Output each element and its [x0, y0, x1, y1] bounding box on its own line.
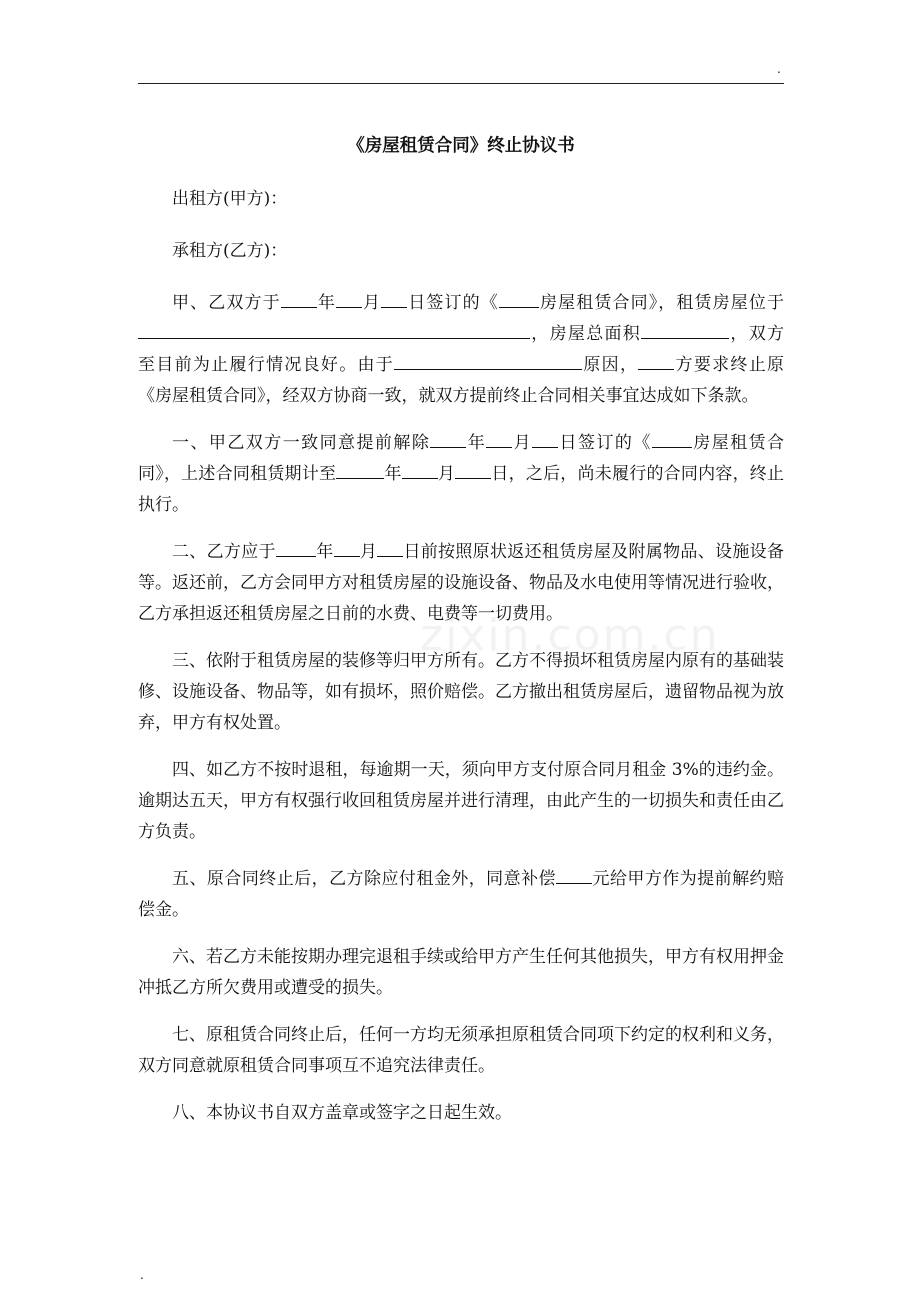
blank-day: [532, 430, 558, 448]
blank-month: [334, 539, 360, 557]
intro-paragraph: 甲、乙双方于 年 月 日签订的《 房屋租赁合同》，租赁房屋位于，房屋总面积 ，双方至目前为止履行情况良好。由于 原因， 方要求终止原《房屋租赁合同》，经双方协商一致，就双方提前终止合同相关事宜达成如下条款。: [138, 288, 784, 412]
blank-year: [336, 461, 384, 479]
document-body: [138, 184, 784, 1145]
blank-month: [336, 290, 362, 308]
clause-4: 四、如乙方不按时退租，每逾期一天，须向甲方支付原合同月租金 3%的违约金。逾期达五天，甲方有权强行收回租赁房屋并进行清理，由此产生的一切损失和责任由乙方负责。: [138, 760, 784, 842]
document-title: 《房屋租赁合同》终止协议书: [347, 136, 575, 156]
clause-6: 六、若乙方未能按期办理完退租手续或给甲方产生任何其他损失，甲方有权用押金冲抵乙方所欠费用或遭受的损失。: [138, 947, 784, 998]
blank-reason: [394, 352, 582, 370]
blank-year: [430, 430, 466, 448]
blank-year: [281, 290, 317, 308]
blank-day: [377, 539, 403, 557]
footer-mark: .: [140, 1268, 144, 1282]
blank-month: [402, 461, 438, 479]
clause-3: 三、依附于租赁房屋的装修等归甲方所有。乙方不得损坏租赁房屋内原有的基础装修、设施设备、物品等，如有损坏，照价赔偿。乙方撤出租赁房屋后，遗留物品视为放弃，甲方有权处置。: [138, 651, 784, 733]
lessor-line: 出租方(甲方)：: [172, 189, 288, 209]
blank-party: [638, 352, 674, 370]
header-rule: [138, 83, 784, 84]
clause-8: 八、本协议书自双方盖章或签字之日起生效。: [172, 1103, 512, 1123]
watermark: zixin.com.cn: [420, 610, 720, 661]
blank-address: [138, 321, 530, 339]
clause-1: 一、甲乙双方一致同意提前解除 年 月 日签订的《 房屋租赁合同》，上述合同租赁期计至 年 月 日，之后，尚未履行的合同内容，终止执行。: [138, 428, 784, 521]
clause-5: 五、原合同终止后，乙方除应付租金外，同意补偿 元给甲方作为提前解约赔偿金。: [138, 864, 784, 926]
header-mark: .: [777, 62, 781, 76]
blank-contract-name: [652, 430, 692, 448]
blank-year: [276, 539, 316, 557]
clause-2: 二、乙方应于 年 月 日前按照原状返还租赁房屋及附属物品、设施设备等。返还前，乙方会同甲方对租赁房屋的设施设备、物品及水电使用等情况进行验收，乙方承担返还租赁房屋之日前的水费、电费等一切费用。: [138, 537, 784, 630]
blank-month: [486, 430, 512, 448]
clause-7: 七、原租赁合同终止后，任何一方均无须承担原租赁合同项下约定的权利和义务，双方同意就原租赁合同事项互不追究法律责任。: [138, 1025, 784, 1076]
blank-area: [641, 321, 729, 339]
blank-day: [381, 290, 407, 308]
blank-contract-name: [499, 290, 539, 308]
blank-amount: [556, 866, 592, 884]
lessee-line: 承租方(乙方)：: [172, 241, 288, 261]
blank-day: [455, 461, 491, 479]
